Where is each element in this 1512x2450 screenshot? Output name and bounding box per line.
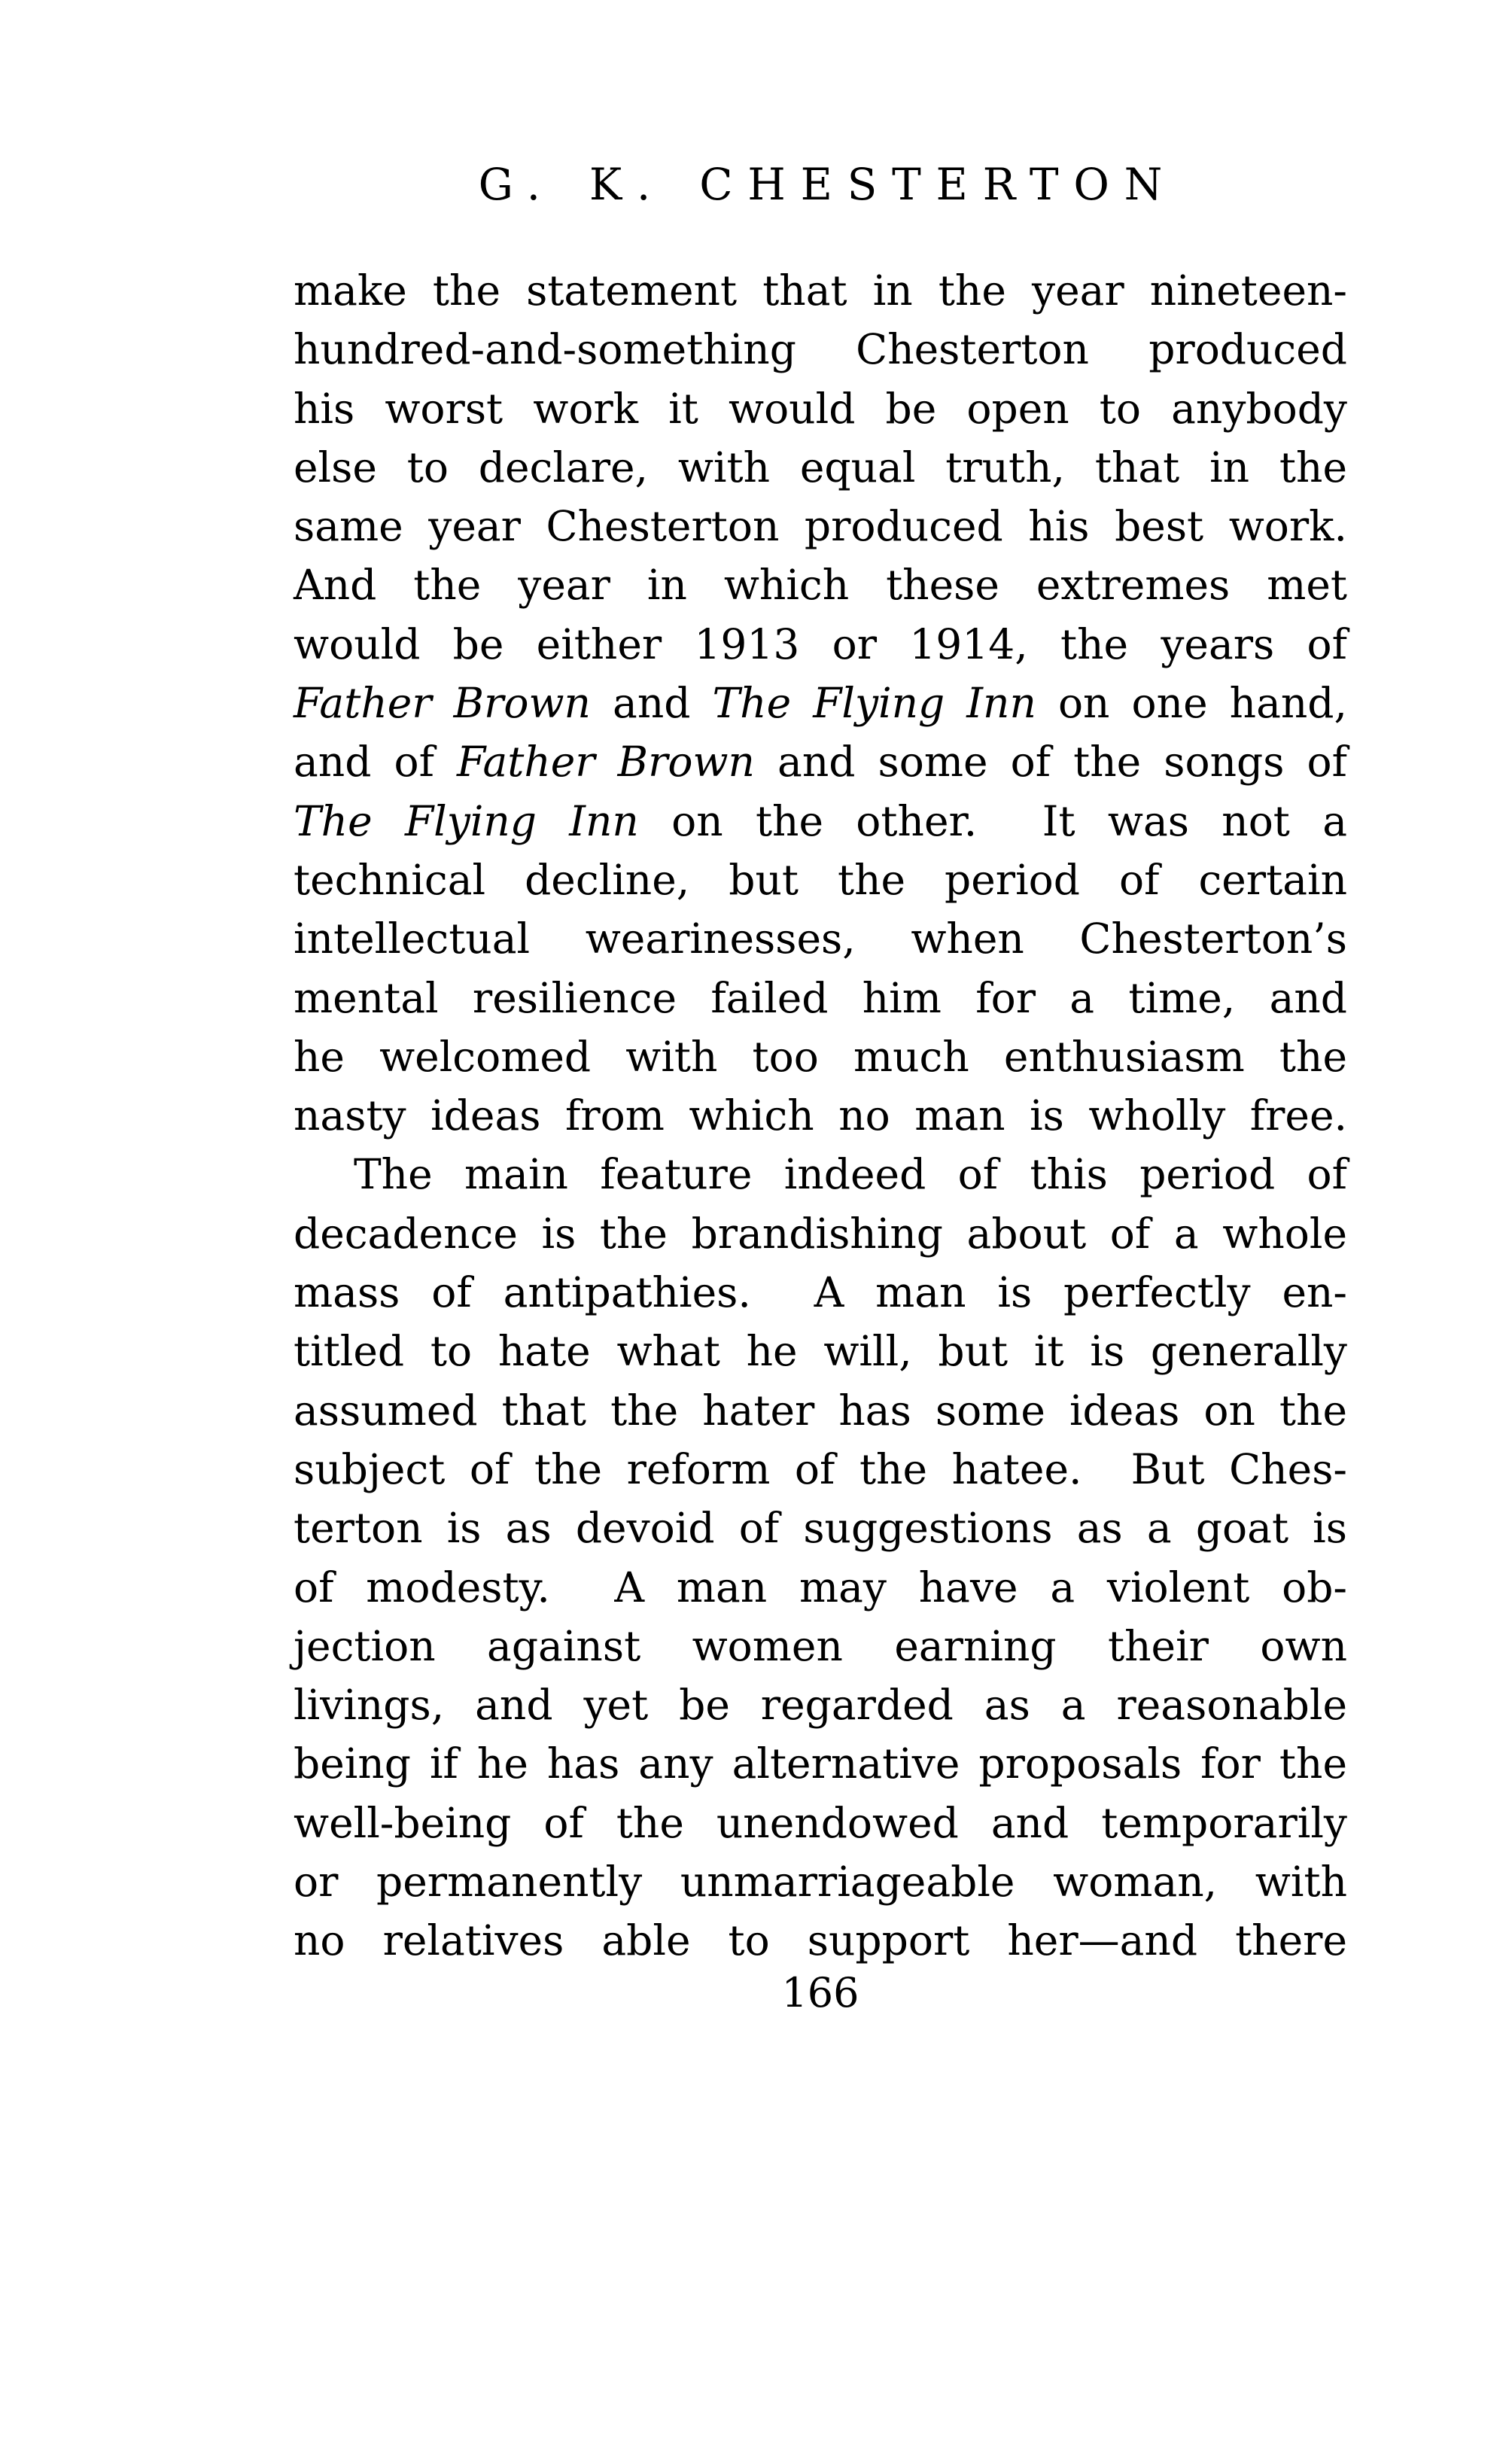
text-line bbox=[294, 1322, 1347, 1380]
text-line bbox=[294, 1617, 1347, 1675]
text-segment: and some of the songs of bbox=[754, 738, 1348, 787]
text-segment: on the other. It was not a bbox=[638, 796, 1347, 845]
text-segment: titled to hate what he will, but it is generally bbox=[294, 1327, 1347, 1376]
text-segment: hundred-and-something Chesterton produced bbox=[294, 325, 1347, 374]
page-body bbox=[294, 261, 1347, 1971]
text-line bbox=[294, 1911, 1347, 1970]
text-line bbox=[294, 1499, 1347, 1557]
text-line bbox=[294, 1675, 1347, 1734]
text-segment: make the statement that in the year nineteen- bbox=[294, 266, 1347, 315]
text-segment: his worst work it would be open to anybody bbox=[294, 384, 1347, 433]
text-line bbox=[294, 320, 1347, 379]
italic-text-segment: The Flying Inn bbox=[712, 679, 1036, 728]
text-segment: mass of antipathies. A man is perfectly en- bbox=[294, 1268, 1347, 1317]
text-segment: jection against women earning their own bbox=[294, 1621, 1347, 1670]
text-segment: terton is as devoid of suggestions as a goat is bbox=[294, 1504, 1347, 1553]
text-line bbox=[294, 1734, 1347, 1793]
text-line bbox=[294, 1558, 1347, 1617]
text-line bbox=[294, 497, 1347, 555]
italic-text-segment: The Flying Inn bbox=[294, 796, 639, 845]
text-segment: livings, and yet be regarded as a reasonable bbox=[294, 1681, 1347, 1730]
text-line bbox=[294, 438, 1347, 497]
text-segment: The main feature indeed of this period of bbox=[354, 1150, 1347, 1199]
text-line bbox=[294, 1852, 1347, 1911]
text-segment: technical decline, but the period of certain bbox=[294, 855, 1347, 904]
text-line bbox=[294, 1263, 1347, 1322]
text-line bbox=[294, 261, 1347, 320]
text-segment: and bbox=[590, 679, 713, 728]
text-segment: being if he has any alternative proposals for the bbox=[294, 1739, 1347, 1788]
text-segment: mental resilience failed him for a time, and bbox=[294, 973, 1347, 1022]
text-segment: else to declare, with equal truth, that in the bbox=[294, 443, 1347, 492]
text-segment: would be either 1913 or 1914, the years of bbox=[294, 619, 1347, 668]
text-segment: of modesty. A man may have a violent ob- bbox=[294, 1563, 1347, 1612]
running-header: G. K. CHESTERTON bbox=[478, 159, 1178, 210]
italic-text-segment: Father Brown bbox=[457, 738, 755, 787]
text-segment: or permanently unmarriageable woman, with bbox=[294, 1858, 1347, 1907]
text-line bbox=[294, 1440, 1347, 1499]
text-segment: well-being of the unendowed and temporarily bbox=[294, 1798, 1347, 1847]
page-number: 166 bbox=[781, 1969, 859, 2016]
text-segment: intellectual wearinesses, when Chesterton’s bbox=[294, 915, 1347, 963]
text-line bbox=[294, 615, 1347, 674]
text-line bbox=[294, 909, 1347, 968]
text-segment: subject of the reform of the hatee. But Ches- bbox=[294, 1444, 1347, 1493]
text-segment: decadence is the brandishing about of a whole bbox=[294, 1209, 1347, 1258]
text-line bbox=[294, 1086, 1347, 1145]
text-segment: And the year in which these extremes met bbox=[294, 561, 1347, 610]
text-segment: on one hand, bbox=[1036, 679, 1347, 728]
text-line bbox=[294, 674, 1347, 732]
italic-text-segment: Father Brown bbox=[294, 679, 591, 728]
text-segment: no relatives able to support her—and there bbox=[294, 1916, 1347, 1965]
text-line bbox=[294, 792, 1347, 851]
text-line bbox=[294, 1145, 1347, 1204]
text-line bbox=[294, 555, 1347, 614]
text-line bbox=[294, 379, 1347, 438]
text-line bbox=[294, 1794, 1347, 1852]
text-line bbox=[294, 1027, 1347, 1086]
text-line bbox=[294, 851, 1347, 909]
text-line bbox=[294, 1204, 1347, 1263]
text-segment: nasty ideas from which no man is wholly free. bbox=[294, 1091, 1347, 1140]
text-line bbox=[294, 732, 1347, 791]
text-segment: he welcomed with too much enthusiasm the bbox=[294, 1032, 1347, 1081]
text-segment: and of bbox=[294, 738, 458, 787]
text-line bbox=[294, 969, 1347, 1027]
text-line bbox=[294, 1381, 1347, 1440]
text-segment: assumed that the hater has some ideas on the bbox=[294, 1386, 1347, 1435]
text-segment: same year Chesterton produced his best work. bbox=[294, 502, 1347, 551]
